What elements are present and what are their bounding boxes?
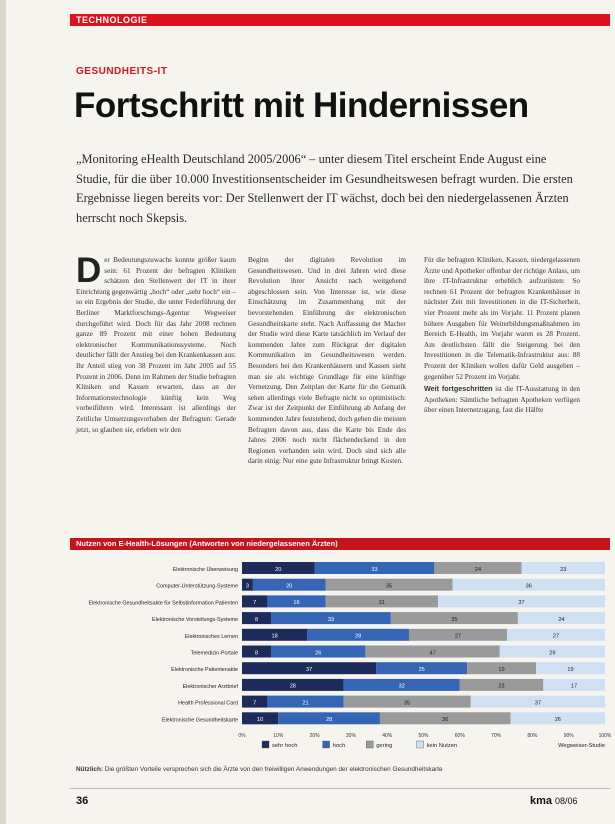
data-label: 27 — [552, 633, 560, 640]
body-column-2 — [248, 255, 406, 467]
section-label: TECHNOLOGIE — [76, 15, 148, 25]
chart-title: Nutzen von E-Health-Lösungen (Antworten von niedergelassenen Ärzten) — [76, 539, 338, 548]
section-bar — [70, 14, 610, 26]
data-label: 25 — [418, 667, 425, 673]
data-label: 26 — [315, 650, 322, 657]
x-tick-label: 90% — [563, 733, 574, 739]
data-label: 23 — [498, 683, 505, 690]
chart-title-bar — [70, 538, 610, 550]
x-tick-label: 10% — [273, 733, 284, 739]
footer-brand — [530, 795, 578, 807]
data-label: 33 — [327, 616, 335, 623]
data-label: 7 — [253, 700, 257, 707]
data-label: 20 — [275, 566, 282, 573]
caption-lead: Nützlich: — [76, 766, 103, 773]
brand-name: kma — [530, 795, 553, 807]
category-label: Elektronische Gesundheitskarte — [161, 717, 238, 724]
data-label: 35 — [385, 583, 393, 590]
data-label: 7 — [253, 600, 257, 607]
data-label: 23 — [560, 566, 567, 573]
data-label: 37 — [518, 600, 525, 607]
footer-rule — [70, 788, 610, 789]
data-label: 21 — [302, 700, 309, 707]
category-label: Elektronischer Arztbrief — [182, 683, 238, 690]
chart-caption — [76, 766, 611, 773]
x-tick-label: 70% — [491, 733, 502, 739]
data-label: 10 — [257, 717, 264, 724]
category-label: Health Professional Card — [178, 700, 238, 707]
legend-swatch — [323, 741, 330, 748]
data-label: 16 — [293, 600, 300, 607]
page-edge-shadow — [0, 0, 6, 824]
legend-swatch — [366, 741, 373, 748]
data-label: 24 — [558, 616, 565, 623]
data-label: 33 — [371, 566, 378, 573]
x-tick-label: 30% — [345, 733, 356, 739]
data-label: 35 — [404, 700, 411, 707]
data-label: 36 — [442, 717, 449, 724]
issue-date: 08/06 — [555, 796, 578, 806]
data-label: 29 — [549, 650, 556, 657]
data-label: 31 — [378, 600, 385, 607]
column-3-lead: Weit fortgeschritten — [424, 384, 493, 394]
category-label: Elektronische Vorstellungs-Systeme — [152, 617, 238, 624]
data-label: 28 — [326, 717, 333, 724]
drop-cap: D — [76, 251, 102, 290]
data-label: 20 — [286, 583, 293, 590]
x-tick-label: 0% — [238, 733, 246, 739]
x-tick-label: 20% — [309, 733, 320, 739]
data-label: 35 — [451, 616, 458, 623]
category-label: Elektronische Gesundheitsakte für Selbstinformation Patienten — [88, 600, 238, 607]
stacked-bar-chart — [70, 552, 610, 762]
data-label: 47 — [429, 650, 436, 657]
column-3-paragraph-2 — [424, 384, 580, 416]
data-label: 37 — [306, 667, 313, 673]
data-label: 37 — [534, 700, 541, 707]
article-intro: „Monitoring eHealth Deutschland 2005/2006“ – unter diesem Titel erscheint Ende August eine Studie, für die über 10.000 Investitionsentscheider im Gesundheitswesen befragt wurden. Die ersten Ergebnisse liegen bereits vor: Der Stellenwert der IT wächst, doch bei den niedergelassenen Ärzten herrscht noch Skepsis. — [76, 152, 573, 225]
page-number: 36 — [76, 795, 89, 807]
data-label: 32 — [398, 683, 405, 690]
data-label: 36 — [525, 583, 532, 590]
column-3-paragraph-1: Für die befragten Kliniken, Kassen, niedergelassenen Ärzte und Apotheker offenbar der richtige Anlass, um ihre IT-Infrastruktur erheblich aufzurüsten: So rechnen 61 Prozent der befragten Krankenhäuser in nächster Zeit mit Investitionen in die IT-Sicherheit, vier Prozent mehr als im Vorjahr. 11 Prozent planen höhere Ausgaben für Weiterbildungsmaßnahmen im Bereich E-Health, im Vorjahr waren es 28 Prozent. Am deutlichsten fällt die Steigerung bei den Investitionen in die Telematik-Infrastruktur aus: 88 Prozent der Kliniken wollen dafür Geld ausgeben – gegenüber 52 Prozent im Vorjahr. — [424, 256, 580, 381]
article-kicker: GESUNDHEITS-IT — [76, 66, 168, 77]
legend-swatch — [262, 741, 269, 748]
data-label: 28 — [355, 633, 362, 640]
category-label: Elektronisches Lernen — [184, 633, 238, 640]
data-label: 27 — [454, 633, 462, 640]
data-label: 26 — [554, 717, 561, 724]
legend-label: sehr hoch — [272, 743, 298, 749]
data-label: 28 — [289, 683, 296, 690]
data-label: 18 — [271, 633, 278, 640]
legend-label: hoch — [332, 743, 346, 749]
column-2-text: Beginn der digitalen Revolution im Gesundheitswesen. Und in drei Jahren wird diese Revolution ihrer Ansicht nach weitgehend abgeschlossen sein. Von Interesse ist, wie diese Einschätzung im Zusammenhang mit der bevorstehenden Einführung der elektronischen Gesundheitskarte steht. Nach Auffassung der Macher der Studie wird diese Karte tatsächlich im Verlauf der kommenden Jahre zum Rückgrat der digitalen Kommunikation im Gesundheitswesen werden. Besonders bei den Krankenhäusern und Kassen sieht man sie als wichtige Grundlage für eine künftige Vernetzung. Den Zeitplan der Karte für die Gematik sehen allerdings viele Befragte nicht so optimistisch: Zwar ist der Zeitpunkt der Einführung ab Anfang der kommenden Jahre feststehend, doch gehen die meisten Befragten davon aus, dass die Karte bis Ende des Jahres 2006 noch nicht flächendeckend in den Regionen vorhanden sein wird. Doch sind sich alle darin einig: Nur eine gute Infrastruktur bringt Kosten. — [248, 256, 406, 466]
data-label: 19 — [567, 667, 574, 673]
x-tick-label: 50% — [418, 733, 429, 739]
article-headline: Fortschritt mit Hindernissen — [74, 86, 529, 125]
category-label: Elektronische Patientenakte — [171, 667, 238, 674]
x-tick-label: 40% — [382, 733, 393, 739]
data-label: 8 — [254, 616, 259, 623]
x-tick-label: 60% — [454, 733, 465, 739]
data-label: 8 — [254, 650, 259, 657]
chart-source: Wegweiser-Studie — [558, 743, 605, 749]
category-label: Elektronische Überweisung — [172, 567, 238, 573]
body-column-3 — [424, 255, 580, 418]
category-label: Telemedizin-Portale — [190, 650, 238, 657]
column-3-text: ist die IT-Ausstattung in den Apotheken: Sämtliche befragten Apotheken verfügen über einen Internetzugang, fast die Hälfte — [424, 385, 580, 415]
data-label: 24 — [474, 566, 482, 573]
column-1-text: er Bedeutungszuwachs konnte größer kaum sein: 61 Prozent der befragten Kliniken schätzen den Stellenwert der IT in ihrer Einrichtung gegenwärtig „hoch“ oder „sehr hoch“ ein – so ein Ergebnis der Studie, die unter Federführung der Berliner Marktforschungs-Agentur Wegweiser durchgeführt wird. Doch für das Jahr 2008 rechnen ganze 89 Prozent mit einer hohen Bedeutung elektronischer Kommunikationssysteme. Noch deutlicher fällt der Anstieg bei den Krankenkassen aus: Ihr Anteil stieg von 38 Prozent im Jahr 2005 auf 55 Prozent in 2006. Denn im Rahmen der Studie befragten Kliniken und Kassen erwarten, dass an der Informationstechnologie künftig kein Weg vorbeiführen wird. Interessant ist allerdings der Zeitliche Umsetzungsvorhaben der Befragten: Gerade jetzt, so glauben sie, erleben wir den — [76, 256, 236, 434]
chart-area — [70, 552, 610, 762]
category-label: Computer-Unterstützung-Systeme — [156, 583, 238, 590]
legend-swatch — [417, 741, 424, 748]
body-column-1 — [76, 251, 236, 435]
data-label: 17 — [571, 683, 578, 690]
legend-label: kein Nutzen — [426, 743, 458, 749]
x-tick-label: 100% — [598, 733, 612, 739]
data-label: 19 — [498, 667, 505, 673]
x-tick-label: 80% — [527, 733, 538, 739]
caption-text: Die größten Vorteile versprechen sich die Ärzte von den freiwilligen Anwendungen der elektronischen Gesundheitskarte — [102, 766, 443, 773]
data-label: 3 — [245, 583, 250, 590]
legend-label: gering — [376, 743, 393, 749]
